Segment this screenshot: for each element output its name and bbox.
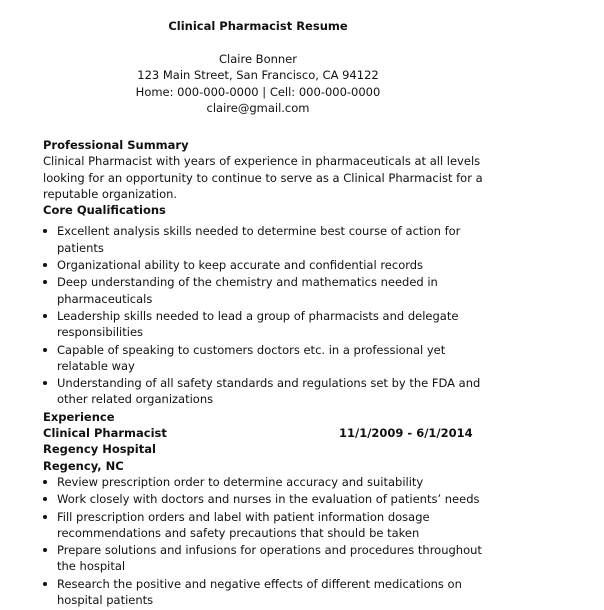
list-item: Leadership skills needed to lead a group of pharmacists and delegate responsibilities [43,308,483,341]
summary-text: Clinical Pharmacist with years of experience in pharmaceuticals at all levels looking for an opportunity to continue to serve as a Clinical Pharmacist for a reputable organization. [43,154,483,201]
list-item: Review prescription order to determine accuracy and suitability [43,474,483,490]
resume-body [43,137,483,609]
list-item: Deep understanding of the chemistry and mathematics needed in pharmaceuticals [43,274,483,307]
document-title: Clinical Pharmacist Resume [168,19,348,33]
contact-block [0,51,516,116]
contact-name: Claire Bonner [219,52,297,66]
list-item: Research the positive and negative effects of different medications on hospital patients [43,576,483,609]
job-header [43,425,483,441]
job-title: Clinical Pharmacist [43,426,167,441]
qualifications-list [43,223,483,407]
duties-list [43,474,483,608]
experience-heading: Experience [43,409,115,424]
employer-name: Regency Hospital [43,442,156,457]
contact-phones: Home: 000-000-0000 | Cell: 000-000-0000 [135,84,381,99]
qualifications-heading: Core Qualifications [43,203,166,218]
summary-heading: Professional Summary [43,138,189,152]
list-item: Organizational ability to keep accurate and confidential records [43,257,483,273]
contact-address: 123 Main Street, San Francisco, CA 94122 [137,68,379,83]
list-item: Fill prescription orders and label with patient information dosage recommendations and safety precautions that should be taken [43,509,483,542]
list-item: Capable of speaking to customers doctors etc. in a professional yet relatable way [43,342,483,375]
list-item: Prepare solutions and infusions for operations and procedures throughout the hospital [43,542,483,575]
list-item: Understanding of all safety standards and regulations set by the FDA and other related organizations [43,375,483,408]
contact-email: claire@gmail.com [206,100,310,115]
list-item: Work closely with doctors and nurses in the evaluation of patients’ needs [43,491,483,507]
job-dates: 11/1/2009 - 6/1/2014 [339,426,473,441]
employer-location: Regency, NC [43,458,124,473]
list-item: Excellent analysis skills needed to determine best course of action for patients [43,223,483,256]
